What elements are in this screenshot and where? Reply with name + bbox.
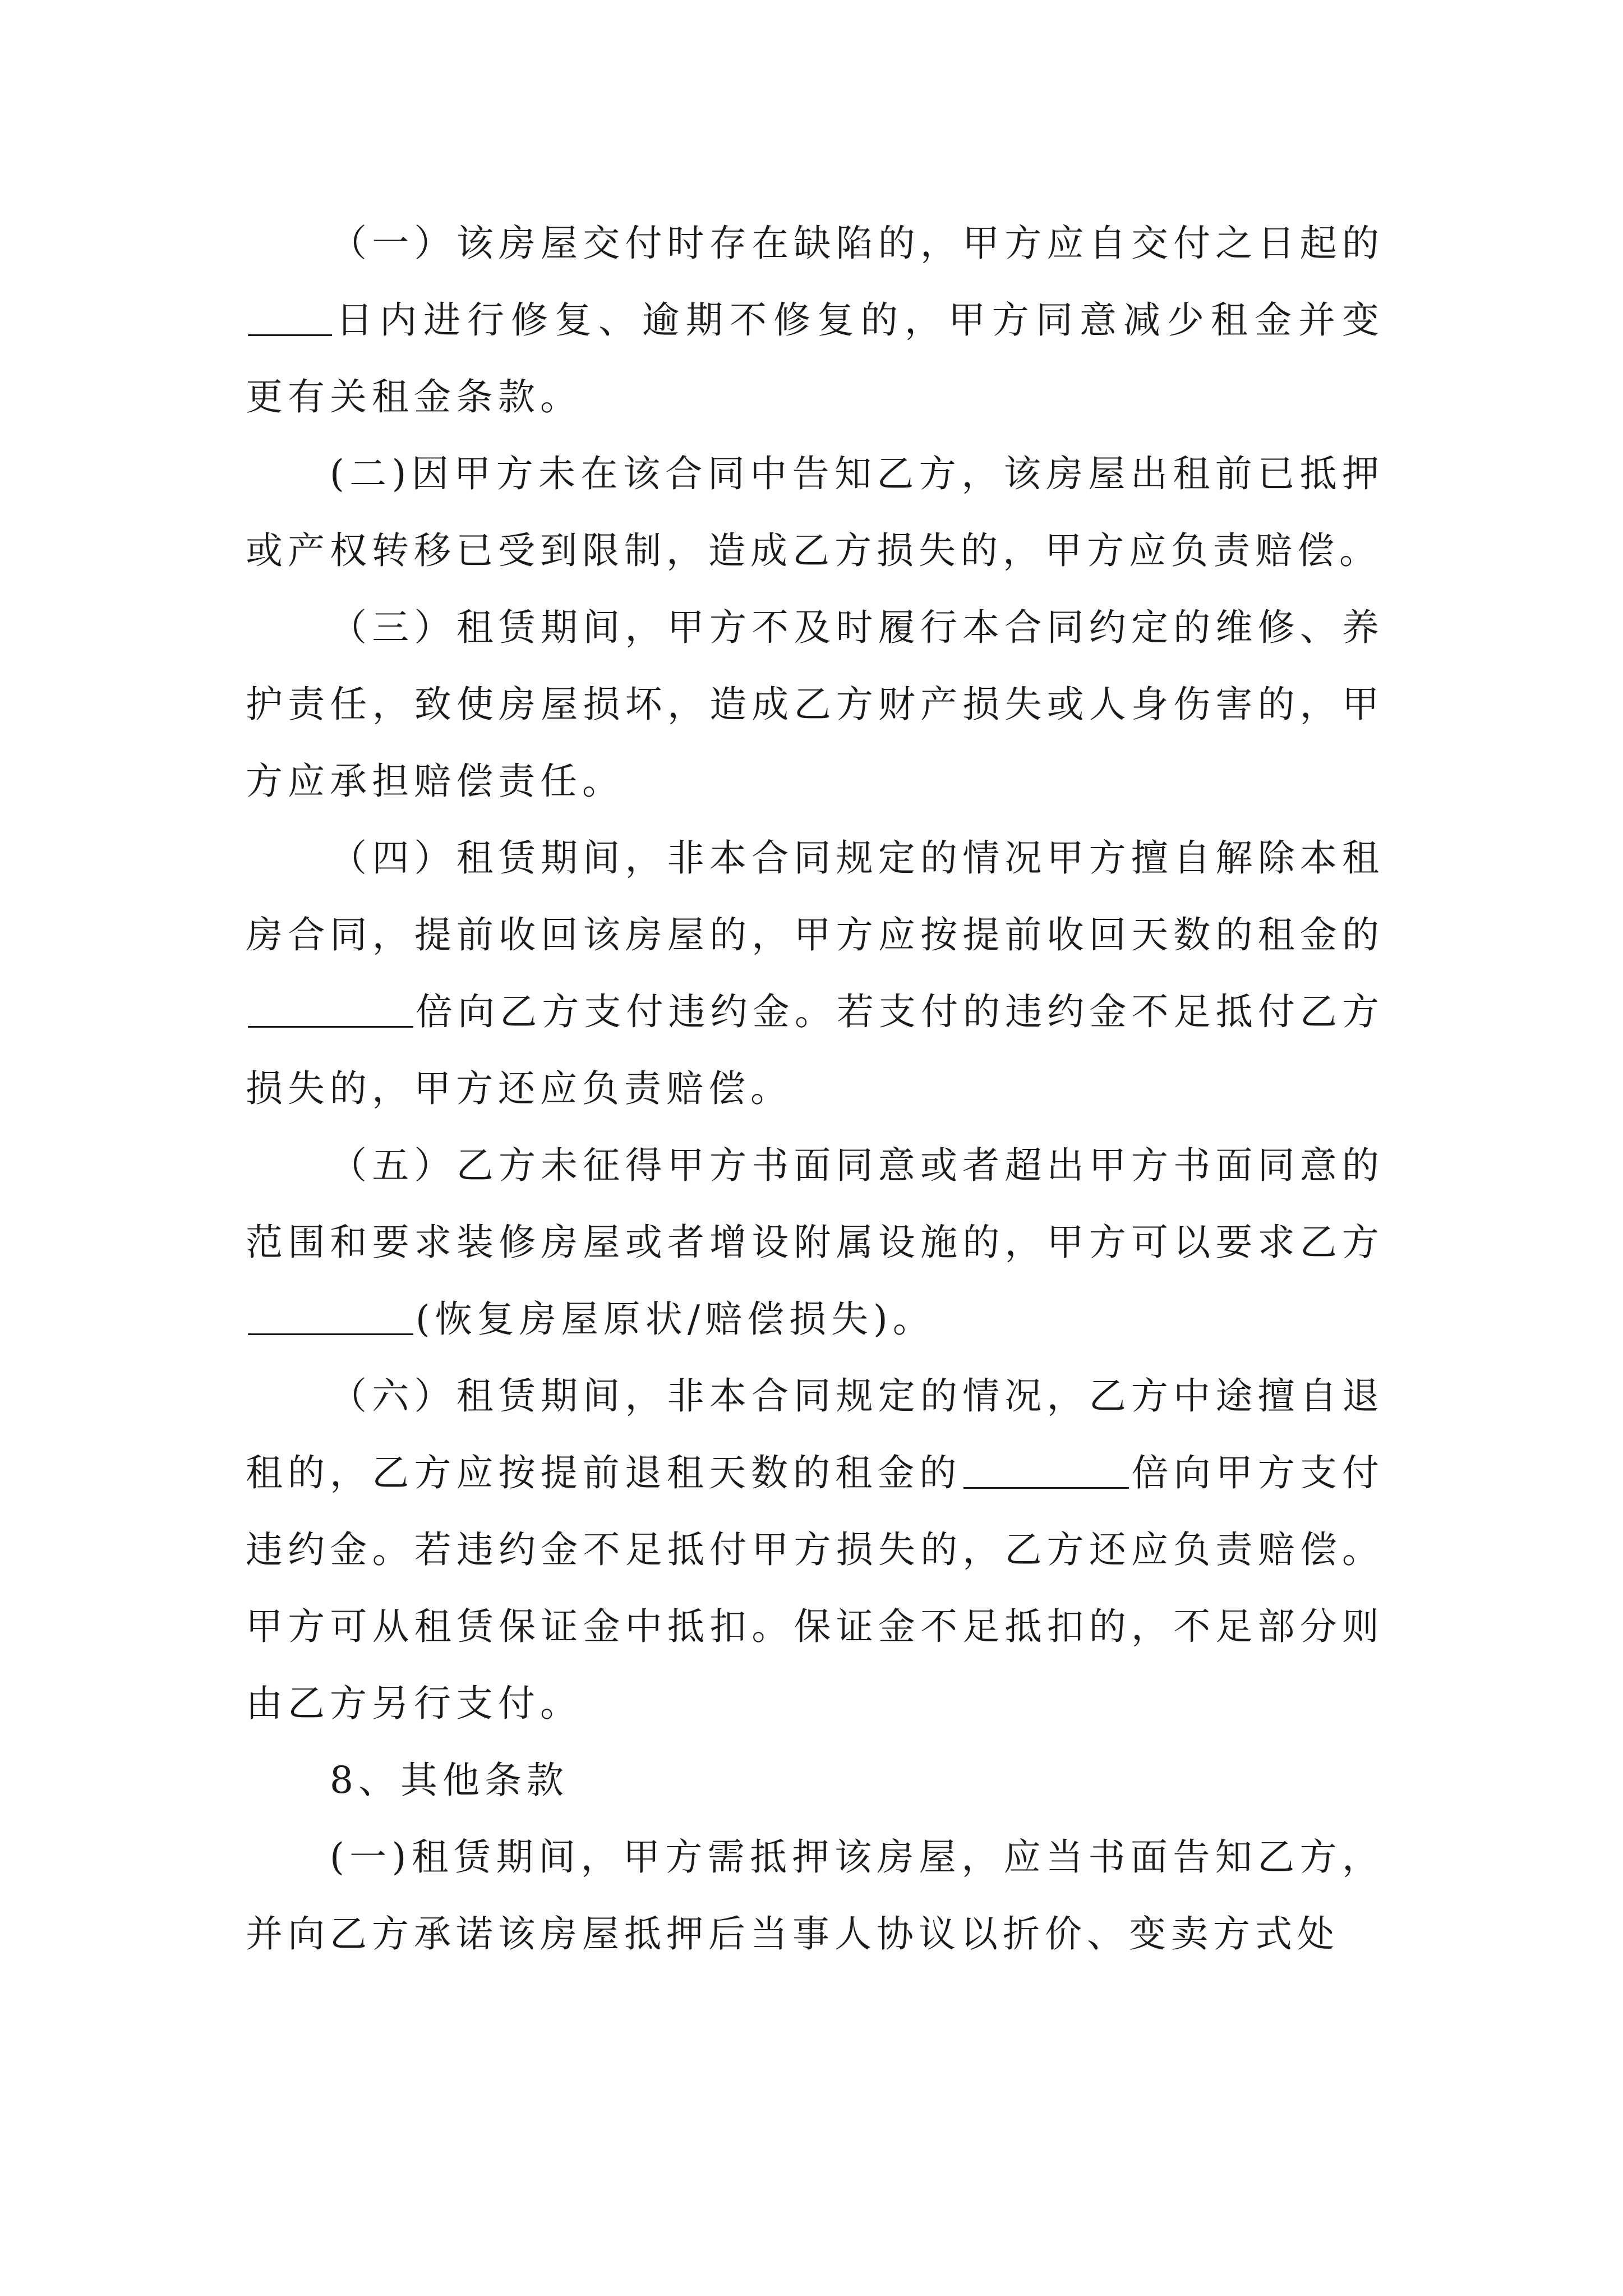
clause-text: (恢复房屋原状/赔偿损失)。 (416, 1297, 935, 1341)
clause-text: （五）乙方未征得甲方书面同意或者超出甲方书面同意的范围和要求装修房屋或者增设附属设施的，甲方可以要求乙方 (246, 1144, 1384, 1264)
clause-text: （四）租赁期间，非本合同规定的情况甲方擅自解除本租房合同，提前收回该房屋的，甲方应按提前收回天数的租金的 (246, 836, 1384, 956)
section-heading-text: 8、其他条款 (330, 1759, 569, 1802)
clause-text: （一）该房屋交付时存在缺陷的，甲方应自交付之日起的 (330, 222, 1384, 265)
clause-5-unauthorized-renovation (246, 1127, 1384, 1358)
fill-in-blank-days (248, 297, 332, 336)
clause-2-mortgage-notice (246, 435, 1384, 589)
clause-3-maintenance-liability (246, 589, 1384, 820)
clause-6-tenant-early-termination (246, 1358, 1384, 1742)
document-body (246, 205, 1384, 1972)
fill-in-blank-multiplier (963, 1450, 1129, 1489)
fill-in-blank-multiplier (248, 989, 413, 1028)
clause-text: （三）租赁期间，甲方不及时履行本合同约定的维修、养护责任，致使房屋损坏，造成乙方财产损失或人身伤害的，甲方应承担赔偿责任。 (246, 606, 1384, 803)
clause-8-1-mortgage-during-lease (246, 1819, 1384, 1972)
clause-text: 倍向甲方支付违约金。若违约金不足抵付甲方损失的，乙方还应负责赔偿。甲方可从租赁保证金中抵扣。保证金不足抵扣的，不足部分则由乙方另行支付。 (246, 1451, 1385, 1725)
clause-text: (二)因甲方未在该合同中告知乙方，该房屋出租前已抵押或产权转移已受到限制，造成乙方损失的，甲方应负责赔偿。 (246, 452, 1384, 572)
clause-1-defect-repair (246, 205, 1384, 435)
clause-text: (一)租赁期间，甲方需抵押该房屋，应当书面告知乙方，并向乙方承诺该房屋抵押后当事人协议以折价、变卖方式处 (246, 1835, 1384, 1955)
clause-text: 日内进行修复、逾期不修复的，甲方同意减少租金并变更有关租金条款。 (246, 298, 1384, 418)
clause-4-landlord-early-termination (246, 820, 1384, 1127)
clause-text: 倍向乙方支付违约金。若支付的违约金不足抵付乙方损失的，甲方还应负责赔偿。 (246, 990, 1384, 1110)
fill-in-blank-remedy (248, 1296, 413, 1335)
section-heading-other-terms (246, 1742, 1384, 1819)
clause-text: （六）租赁期间，非本合同规定的情况，乙方中途擅自退租的，乙方应按提前退租天数的租金的 (246, 1374, 1384, 1494)
